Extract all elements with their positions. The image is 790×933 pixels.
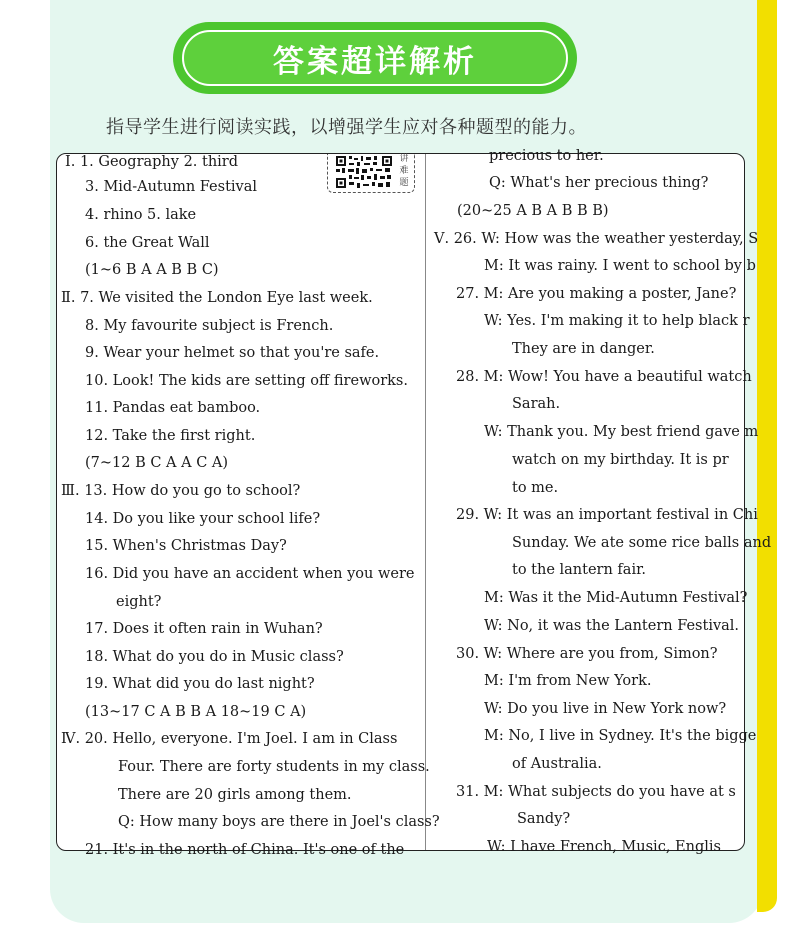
answer-line: 4. rhino 5. lake	[85, 207, 197, 223]
answer-line: to the lantern fair.	[512, 562, 647, 578]
answer-line: eight?	[116, 594, 162, 610]
answer-line: 12. Take the first right.	[85, 428, 256, 444]
qr-label: 讲难题	[399, 154, 409, 188]
answer-line: 17. Does it often rain in Wuhan?	[85, 621, 323, 637]
answer-line: 30. W: Where are you from, Simon?	[456, 646, 718, 662]
answer-line: 21. It's in the north of China. It's one of the	[85, 842, 405, 858]
answer-line: Q: How many boys are there in Joel's class?	[118, 814, 440, 830]
answer-line: 10. Look! The kids are setting off fireworks.	[85, 373, 408, 389]
answer-line: 3. Mid-Autumn Festival	[85, 179, 258, 195]
answer-line: M: Was it the Mid-Autumn Festival?	[484, 590, 748, 606]
answer-line: precious to her.	[489, 148, 604, 164]
answer-line: 14. Do you like your school life?	[85, 511, 321, 527]
answer-line: 19. What did you do last night?	[85, 676, 315, 692]
accent-bar	[757, 0, 777, 912]
answer-line: Ⅱ. 7. We visited the London Eye last week.	[61, 290, 373, 306]
answer-key: (1~6 B A A B B C)	[85, 262, 219, 278]
page-title: 答案超详解析	[273, 43, 477, 80]
answer-line: M: I'm from New York.	[484, 673, 652, 689]
answer-key: (20~25 A B A B B B)	[457, 203, 609, 219]
qr-code-icon	[334, 154, 394, 190]
page-subtitle: 指导学生进行阅读实践，以增强学生应对各种题型的能力。	[106, 117, 587, 138]
answer-line: W: No, it was the Lantern Festival.	[484, 618, 740, 634]
answer-line: 16. Did you have an accident when you were	[85, 566, 415, 582]
answer-line: 15. When's Christmas Day?	[85, 538, 287, 554]
answer-line: 27. M: Are you making a poster, Jane?	[456, 286, 737, 302]
answer-key: (13~17 C A B B A 18~19 C A)	[85, 704, 307, 720]
answer-line: Four. There are forty students in my class.	[118, 759, 430, 775]
answer-line: 28. M: Wow! You have a beautiful watch	[456, 369, 752, 385]
answer-line: 8. My favourite subject is French.	[85, 318, 334, 334]
title-banner-inner	[182, 30, 568, 86]
answer-sheet	[56, 148, 772, 858]
answer-line: 11. Pandas eat bamboo.	[85, 400, 261, 416]
answer-line: watch on my birthday. It is pr	[512, 452, 729, 468]
answer-line: 6. the Great Wall	[85, 235, 210, 251]
answer-line: Ⅴ. 26. W: How was the weather yesterday, S	[434, 231, 759, 247]
answer-line: Ⅲ. 13. How do you go to school?	[61, 483, 301, 499]
column-divider	[425, 154, 426, 850]
answer-line: W: I have French, Music, Englis	[487, 839, 721, 855]
answer-line: M: No, I live in Sydney. It's the bigge	[484, 728, 757, 744]
answer-line: to me.	[512, 480, 559, 496]
answer-line: Sunday. We ate some rice balls and	[512, 535, 772, 551]
answer-line: There are 20 girls among them.	[118, 787, 352, 803]
answer-line: W: Do you live in New York now?	[484, 701, 727, 717]
answer-line: Q: What's her precious thing?	[489, 175, 709, 191]
answer-line: Sandy?	[517, 811, 571, 827]
answer-line: 9. Wear your helmet so that you're safe.	[85, 345, 380, 361]
answer-line: 29. W: It was an important festival in Chi	[456, 507, 758, 523]
answer-line: W: Yes. I'm making it to help black r	[484, 313, 750, 329]
answer-line: W: Thank you. My best friend gave m	[484, 424, 759, 440]
answer-line: 31. M: What subjects do you have at s	[456, 784, 736, 800]
answer-key: (7~12 B C A A C A)	[85, 455, 229, 471]
answer-line: Sarah.	[512, 396, 561, 412]
qr-code-box[interactable]	[327, 154, 415, 193]
answer-line: of Australia.	[512, 756, 602, 772]
answer-line: M: It was rainy. I went to school by b	[484, 258, 756, 274]
answer-line: Ⅳ. 20. Hello, everyone. I'm Joel. I am in Class	[61, 731, 398, 747]
answer-line: They are in danger.	[512, 341, 655, 357]
answer-line: Ⅰ. 1. Geography 2. third	[65, 154, 239, 170]
answer-line: 18. What do you do in Music class?	[85, 649, 344, 665]
